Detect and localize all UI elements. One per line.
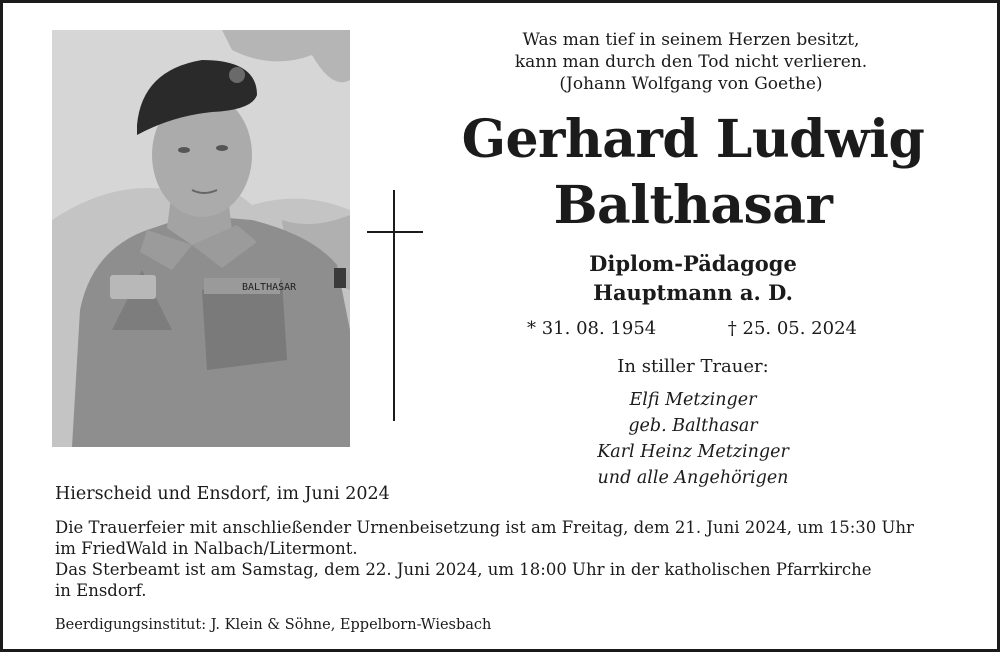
- notice-line: im FriedWald in Nalbach/Litermont.: [55, 539, 358, 558]
- death-date: † 25. 05. 2024: [727, 318, 857, 339]
- portrait-photo: [52, 30, 350, 447]
- mourner-name: geb. Balthasar: [628, 416, 758, 436]
- mourners-heading: In stiller Trauer:: [617, 356, 769, 377]
- deceased-titles: [493, 249, 893, 307]
- notice-line: Das Sterbeamt ist am Samstag, dem 22. Juni 2024, um 18:00 Uhr in der katholischen Pfarrkirche: [55, 560, 872, 579]
- life-dates: [527, 316, 867, 342]
- name-line-2: Balthasar: [553, 175, 833, 236]
- name-line-1: Gerhard Ludwig: [461, 109, 925, 170]
- mourner-name: und alle Angehörigen: [597, 468, 789, 488]
- quote-line: kann man durch den Tod nicht verlieren.: [514, 52, 868, 72]
- name-tag-text: BALTHASAR: [242, 282, 297, 293]
- mourner-name: Karl Heinz Metzinger: [597, 442, 789, 462]
- quote-block: [461, 29, 921, 95]
- quote-line: Was man tief in seinem Herzen besitzt,: [522, 30, 860, 50]
- notice-line: in Ensdorf.: [55, 581, 147, 600]
- funeral-notice: [55, 517, 975, 601]
- deceased-name: [413, 107, 973, 239]
- cross-icon: [393, 190, 395, 421]
- title-profession: Diplom-Pädagoge: [589, 251, 797, 276]
- mourner-name: Elfi Metzinger: [629, 390, 757, 410]
- notice-line: Die Trauerfeier mit anschließender Urnenbeisetzung ist am Freitag, dem 21. Juni 2024, um 15:30 Uhr: [55, 518, 914, 537]
- undertaker-line: Beerdigungsinstitut: J. Klein & Söhne, Eppelborn-Wiesbach: [55, 617, 492, 633]
- place-and-date: Hierscheid und Ensdorf, im Juni 2024: [55, 484, 390, 504]
- title-rank: Hauptmann a. D.: [593, 280, 793, 305]
- birth-date: * 31. 08. 1954: [527, 318, 657, 339]
- mourners-list: [503, 387, 883, 491]
- quote-author: (Johann Wolfgang von Goethe): [559, 74, 823, 94]
